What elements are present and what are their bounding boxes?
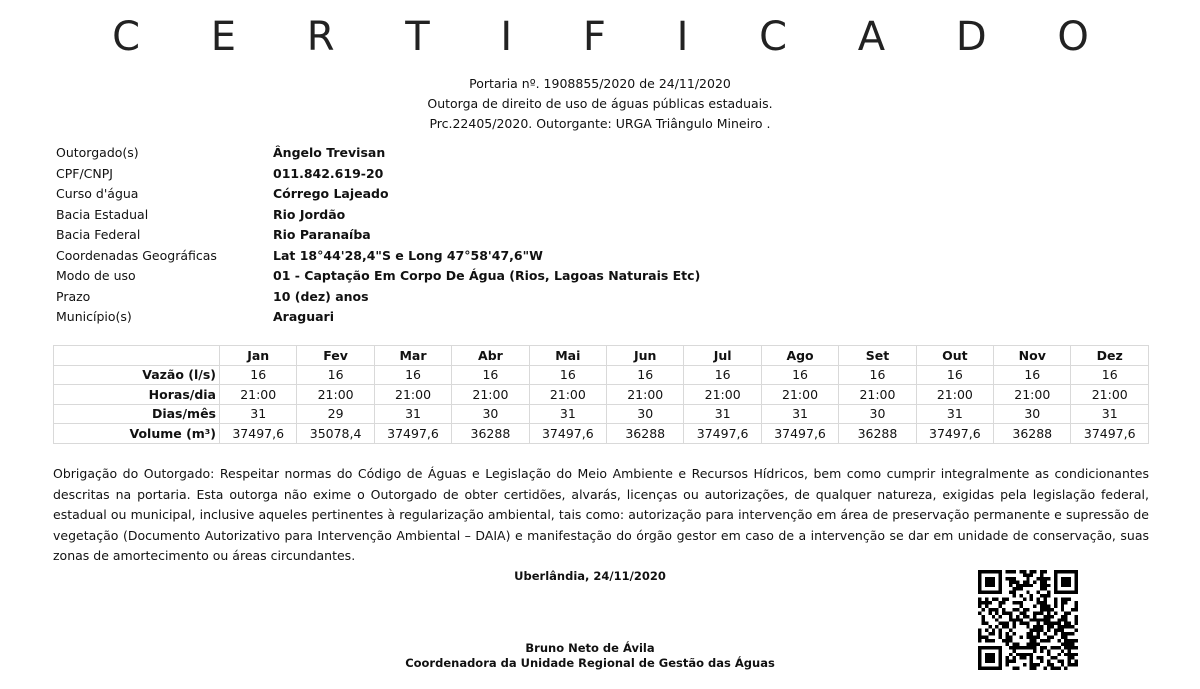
portaria-line: Portaria nº. 1908855/2020 de 24/11/2020 [469,76,731,91]
table-cell: 30 [452,404,529,424]
table-cell: 16 [684,365,761,385]
table-cell: 21:00 [761,385,838,405]
month-header: Nov [994,346,1071,366]
info-label: Município(s) [56,309,132,324]
table-cell: 36288 [607,424,684,444]
table-cell: 31 [1071,404,1149,424]
table-cell: 16 [220,365,297,385]
info-row [56,266,700,287]
table-cell: 29 [297,404,374,424]
table-cell: 36288 [994,424,1071,444]
info-row [56,205,700,226]
table-cell: 37497,6 [761,424,838,444]
table-cell: 21:00 [220,385,297,405]
month-header: Jul [684,346,761,366]
info-label: Outorgado(s) [56,145,139,160]
table-cell: 31 [916,404,993,424]
table-body [54,365,1149,443]
table-cell: 16 [994,365,1071,385]
table-cell: 21:00 [994,385,1071,405]
table-cell: 16 [529,365,606,385]
info-value: Rio Jordão [273,206,346,222]
table-cell: 21:00 [374,385,451,405]
table-cell: 36288 [452,424,529,444]
table-cell: 31 [220,404,297,424]
info-value: Ângelo Trevisan [273,145,386,160]
signer-name: Bruno Neto de Ávila [525,641,655,655]
table-cell: 35078,4 [297,424,374,444]
info-label: Coordenadas Geográficas [56,247,217,263]
signature-block [390,641,790,671]
table-cell: 37497,6 [916,424,993,444]
month-header: Jun [607,346,684,366]
info-label: Prazo [56,288,91,304]
signer-role: Coordenadora da Unidade Regional de Gestão das Águas [405,656,775,670]
table-cell: 37497,6 [220,424,297,444]
month-header: Jan [220,346,297,366]
info-label: CPF/CNPJ [56,165,113,181]
grantee-info [56,143,700,328]
table-cell: 37497,6 [529,424,606,444]
portaria-header [300,74,900,134]
table-cell: 30 [839,404,916,424]
info-value: Araguari [273,309,335,324]
row-label: Horas/dia [54,385,220,405]
month-header: Set [839,346,916,366]
info-value: Lat 18°44'28,4"S e Long 47°58'47,6"W [273,247,543,263]
monthly-flow-table [53,345,1149,444]
row-label: Vazão (l/s) [54,365,220,385]
qr-code-icon [978,570,1078,670]
month-header: Mai [529,346,606,366]
info-value: 011.842.619-20 [273,165,384,181]
table-cell: 21:00 [297,385,374,405]
table-cell: 16 [1071,365,1149,385]
corner-cell [54,346,220,366]
table-cell: 16 [297,365,374,385]
table-cell: 30 [994,404,1071,424]
table-cell: 21:00 [839,385,916,405]
table-cell: 36288 [839,424,916,444]
certificate-title: C E R T I F I C A D O [112,14,1118,60]
table-cell: 31 [529,404,606,424]
info-row [56,225,700,246]
table-cell: 37497,6 [1071,424,1149,444]
table-cell: 21:00 [1071,385,1149,405]
row-label: Dias/mês [54,404,220,424]
table-cell: 31 [761,404,838,424]
info-value: Córrego Lajeado [273,186,389,201]
table-cell: 16 [607,365,684,385]
obligation-text: Obrigação do Outorgado: Respeitar normas do Código de Águas e Legislação do Meio Ambiente e Recursos Hídricos, bem como cumprir integralmente as condicionantes descritas na portaria. Esta outorga não exime o Outorgado de obter certidões, alvarás, licenças ou autorizações, de qualquer natureza, exigidas pela legislação federal, estadual ou municipal, inclusive aqueles pertinentes à regularização ambiental, tais como: autorização para intervenção em área de preservação permanente e supressão de vegetação (Documento Autorizativo para Intervenção Ambiental – DAIA) e manifestação do órgão gestor em caso de a intervenção se dar em unidade de conservação, suas zonas de amortecimento ou áreas circundantes. [53,466,1149,563]
month-header: Mar [374,346,451,366]
table-cell: 31 [374,404,451,424]
table-row [54,365,1149,385]
table-header-row [54,346,1149,366]
place-date: Uberlândia, 24/11/2020 [514,569,666,583]
table-cell: 21:00 [684,385,761,405]
table-row [54,385,1149,405]
table-cell: 16 [761,365,838,385]
table-cell: 16 [916,365,993,385]
table-cell: 16 [452,365,529,385]
info-label: Modo de uso [56,268,136,283]
table-cell: 21:00 [529,385,606,405]
table-cell: 37497,6 [374,424,451,444]
info-row [56,143,700,164]
table-cell: 16 [839,365,916,385]
info-label: Curso d'água [56,186,139,201]
table-row [54,404,1149,424]
month-header: Dez [1071,346,1149,366]
info-row [56,184,700,205]
info-row [56,287,700,308]
info-row [56,164,700,185]
month-header: Fev [297,346,374,366]
month-header: Ago [761,346,838,366]
outorga-description: Outorga de direito de uso de águas públicas estaduais. [427,96,773,111]
info-label: Bacia Federal [56,227,141,242]
month-header: Abr [452,346,529,366]
info-value: 01 - Captação Em Corpo De Água (Rios, Lagoas Naturais Etc) [273,268,701,283]
month-header: Out [916,346,993,366]
info-value: 10 (dez) anos [273,288,369,304]
info-row [56,246,700,267]
table-cell: 37497,6 [684,424,761,444]
process-line: Prc.22405/2020. Outorgante: URGA Triângulo Mineiro . [429,116,771,131]
table-cell: 31 [684,404,761,424]
table-cell: 21:00 [916,385,993,405]
info-row [56,307,700,328]
table-row [54,424,1149,444]
table-cell: 30 [607,404,684,424]
info-value: Rio Paranaíba [273,227,371,242]
table-cell: 21:00 [452,385,529,405]
info-label: Bacia Estadual [56,206,149,222]
table-cell: 16 [374,365,451,385]
row-label: Volume (m³) [54,424,220,444]
table-cell: 21:00 [607,385,684,405]
